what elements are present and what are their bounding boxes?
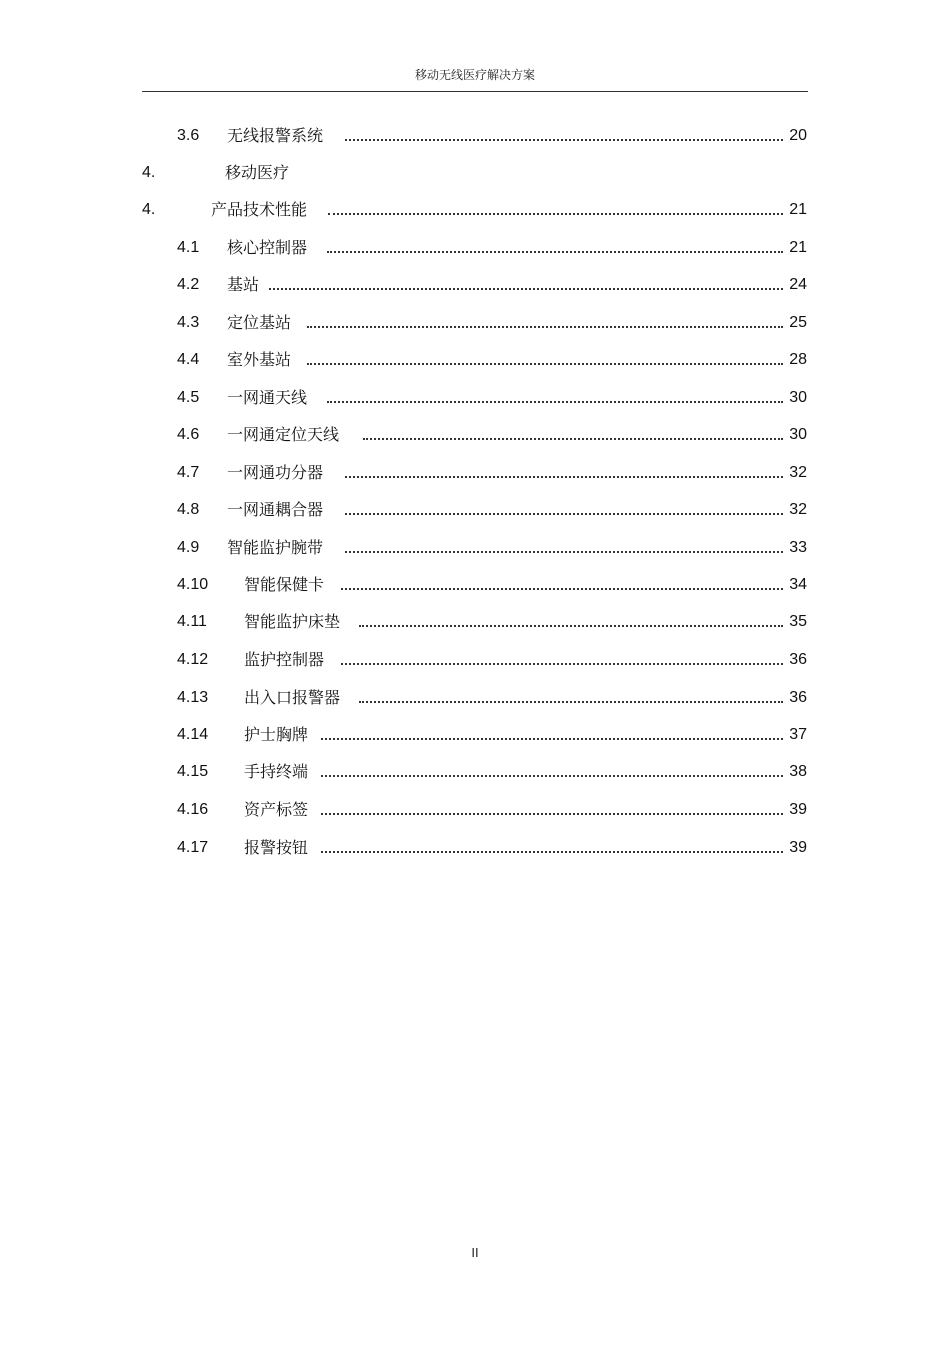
toc-entry-number: 4.7 [177, 464, 200, 481]
toc-entry[interactable] [177, 610, 807, 634]
toc-entry-page: 32 [789, 501, 807, 518]
toc-entry[interactable] [177, 348, 807, 372]
toc-entry[interactable] [177, 573, 807, 597]
toc-entry-title: 基站 [227, 275, 260, 294]
toc-entry-title: 手持终端 [244, 762, 309, 781]
toc-entry-page: 30 [789, 426, 807, 443]
toc-leader-dots [341, 588, 783, 590]
toc-entry-number: 4.14 [177, 726, 209, 743]
toc-entry-title: 一网通天线 [227, 388, 308, 407]
toc-leader-dots [345, 513, 783, 515]
toc-entry-title: 一网通定位天线 [227, 425, 340, 444]
toc-entry-page: 36 [789, 689, 807, 706]
toc-leader-dots [359, 701, 783, 703]
page-header-title: 移动无线医疗解决方案 [414, 68, 535, 82]
toc-entry[interactable] [177, 386, 807, 410]
toc-entry[interactable] [177, 236, 807, 260]
toc-entry-page: 24 [789, 276, 807, 293]
toc-entry-number: 4.13 [177, 689, 209, 706]
toc-entry-page: 36 [789, 651, 807, 668]
toc-entry[interactable] [177, 461, 807, 485]
toc-entry[interactable] [142, 198, 807, 222]
toc-entry[interactable] [177, 498, 807, 522]
toc-entry-page: 30 [789, 389, 807, 406]
toc-entry-page: 37 [789, 726, 807, 743]
toc-entry-number: 4.3 [177, 314, 200, 331]
toc-entry-title: 出入口报警器 [244, 688, 341, 707]
toc-entry-number: 4.8 [177, 501, 200, 518]
toc-entry[interactable] [177, 760, 807, 784]
toc-entry[interactable] [177, 723, 807, 747]
toc-leader-dots [341, 663, 783, 665]
toc-leader-dots [327, 401, 783, 403]
toc-entry-title: 一网通功分器 [227, 463, 324, 482]
toc-entry-title: 护士胸牌 [244, 725, 309, 744]
toc-entry-title: 产品技术性能 [211, 200, 308, 219]
toc-entry-page: 25 [789, 314, 807, 331]
toc-leader-dots [321, 851, 783, 853]
toc-leader-dots [321, 775, 783, 777]
footer-page-number: II [471, 1245, 479, 1260]
toc-entry-title: 无线报警系统 [227, 126, 324, 145]
toc-leader-dots [345, 476, 783, 478]
toc-entry-title: 报警按钮 [244, 838, 309, 857]
toc-entry-title: 定位基站 [227, 313, 292, 332]
toc-entry-number: 4.9 [177, 539, 200, 556]
toc-entry-number: 4.1 [177, 239, 200, 256]
toc-entry[interactable] [177, 798, 807, 822]
toc-entry-page: 33 [789, 539, 807, 556]
toc-entry[interactable] [177, 423, 807, 447]
toc-entry-number: 3.6 [177, 127, 200, 144]
toc-leader-dots [345, 551, 783, 553]
toc-entry-page: 32 [789, 464, 807, 481]
toc-entry-title: 智能监护床垫 [244, 612, 341, 631]
toc-leader-dots [327, 251, 783, 253]
toc-leader-dots [307, 326, 783, 328]
toc-entry-number: 4.12 [177, 651, 209, 668]
toc-entry-page: 38 [789, 763, 807, 780]
toc-entry-title: 资产标签 [244, 800, 309, 819]
toc-entry-page: 21 [789, 239, 807, 256]
toc-entry-number: 4. [142, 164, 156, 181]
toc-entry-number: 4.15 [177, 763, 209, 780]
toc-leader-dots [359, 625, 783, 627]
toc-leader-dots [321, 738, 783, 740]
toc-leader-dots [269, 288, 783, 290]
toc-entry-page: 39 [789, 839, 807, 856]
toc-entry-page: 21 [789, 201, 807, 218]
toc-entry-title: 智能保健卡 [244, 575, 325, 594]
toc-entry-title: 移动医疗 [225, 163, 290, 182]
toc-entry-number: 4.5 [177, 389, 200, 406]
toc-entry[interactable] [177, 836, 807, 860]
toc-entry-page: 28 [789, 351, 807, 368]
toc-entry-page: 39 [789, 801, 807, 818]
toc-entry-page: 34 [789, 576, 807, 593]
toc-entry[interactable] [177, 273, 807, 297]
toc-leader-dots [363, 438, 783, 440]
toc-entry[interactable] [142, 161, 807, 185]
toc-entry-number: 4. [142, 201, 156, 218]
toc-entry-title: 监护控制器 [244, 650, 325, 669]
toc-entry-number: 4.2 [177, 276, 200, 293]
toc-entry[interactable] [177, 124, 807, 148]
toc-entry-title: 室外基站 [227, 350, 292, 369]
toc-leader-dots [345, 139, 783, 141]
toc-entry-number: 4.16 [177, 801, 209, 818]
toc-entry-number: 4.17 [177, 839, 209, 856]
toc-leader-dots [307, 363, 783, 365]
toc-entry[interactable] [177, 648, 807, 672]
toc-leader-dots [328, 213, 783, 215]
header-divider [142, 91, 808, 92]
toc-entry-title: 一网通耦合器 [227, 500, 324, 519]
toc-entry[interactable] [177, 311, 807, 335]
toc-entry-page: 35 [789, 613, 807, 630]
toc-entry-number: 4.4 [177, 351, 200, 368]
toc-leader-dots [321, 813, 783, 815]
toc-entry[interactable] [177, 536, 807, 560]
toc-entry-number: 4.11 [177, 613, 207, 630]
toc-entry[interactable] [177, 686, 807, 710]
toc-entry-number: 4.6 [177, 426, 200, 443]
toc-entry-title: 智能监护腕带 [227, 538, 324, 557]
toc-entry-title: 核心控制器 [227, 238, 308, 257]
toc-entry-number: 4.10 [177, 576, 209, 593]
toc-entry-page: 20 [789, 127, 807, 144]
